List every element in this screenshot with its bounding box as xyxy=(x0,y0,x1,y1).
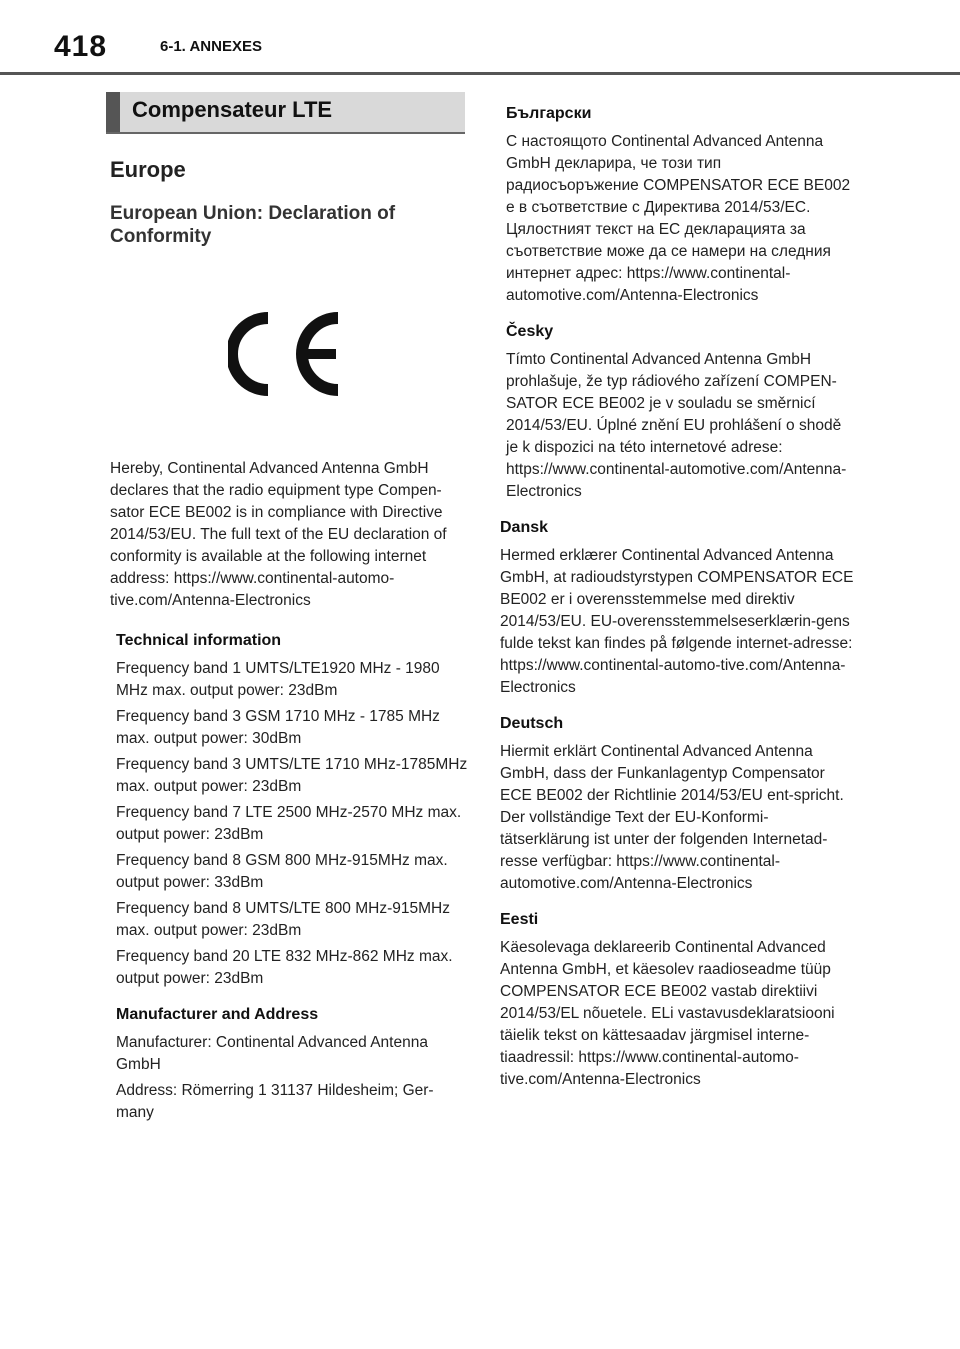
manufacturer-heading: Manufacturer and Address xyxy=(116,1006,319,1023)
header-divider xyxy=(0,72,960,75)
technical-info-heading: Technical information xyxy=(116,632,282,649)
section-banner-accent xyxy=(106,92,120,132)
frequency-band-item: Frequency band 8 UMTS/LTE 800 MHz-915MHz max. output power: 23dBm xyxy=(116,900,450,939)
declaration-text: Hereby, Continental Advanced Antenna GmbH declares that the radio equipment type Compen-sator ECE BE002 is in compliance with Directive 2014/53/EU. The full text of the EU declaration of conformity is available at the following internet address: https://www.continental-automo-tive.com/Antenna-Electronics xyxy=(110,460,447,609)
frequency-band-item: Frequency band 20 LTE 832 MHz-862 MHz max. output power: 23dBm xyxy=(116,948,453,987)
frequency-band-item: Frequency band 3 GSM 1710 MHz - 1785 MHz max. output power: 30dBm xyxy=(116,708,440,747)
language-block-danish xyxy=(500,517,856,699)
page-number: 418 xyxy=(54,30,108,63)
language-text: Hermed erklærer Continental Advanced Antenna GmbH, at radioudstyrstypen COMPENSATOR ECE BE002 er i overensstemmelse med direktiv 2014/53/EU. EU-overensstemmelseserklærin-gens fulde tekst kan findes på følgende internet-adresse: https://www.continental-automo-tive.com/Antenna-Electronics xyxy=(500,547,854,696)
language-text: Käesolevaga deklareerib Continental Advanced Antenna GmbH, et käesolev raadioseadme tüüp COMPENSATOR ECE BE002 vastab direktiivi 2014/53/EL nõuetele. ELi vastavusdeklaratsiooni täielik tekst on kättesaadav järgmisel interne-tiaadressil: https://www.continental-automo-tive.com/Antenna-Electronics xyxy=(500,939,835,1088)
declaration-heading: European Union: Declaration of Conformity xyxy=(110,203,396,247)
language-text: Hiermit erklärt Continental Advanced Antenna GmbH, dass der Funkanlagentyp Compensator ECE BE002 der Richtlinie 2014/53/EU ent-spricht. Der vollständige Text der EU-Konformi-tätserklärung ist unter der folgenden Internetad-resse verfügbar: https://www.continental-automotive.com/Antenna-Electronics xyxy=(500,743,844,892)
region-heading: Europe xyxy=(110,157,186,182)
language-heading: Български xyxy=(506,105,592,122)
section-title: Compensateur LTE xyxy=(132,97,333,122)
language-heading: Dansk xyxy=(500,519,549,536)
language-heading: Deutsch xyxy=(500,715,564,732)
frequency-band-item: Frequency band 7 LTE 2500 MHz-2570 MHz max. output power: 23dBm xyxy=(116,804,462,843)
left-column xyxy=(110,458,470,1138)
ce-mark-logo xyxy=(228,312,348,396)
manufacturer-address: Address: Römerring 1 31137 Hildesheim; Ger-many xyxy=(116,1082,434,1121)
language-text: С настоящото Continental Advanced Antenna GmbH декларира, че този тип радиосъоръжение COMPENSATOR ECE BE002 е в съответствие с Директива 2014/53/ЕС. Цялостният текст на ЕС декларацията за съответствие може да се намери на следния интернет адрес: https://www.continental-automotive.com/Antenna-Electronics xyxy=(506,133,851,304)
section-banner xyxy=(106,92,465,134)
manufacturer-name: Manufacturer: Continental Advanced Antenna GmbH xyxy=(116,1034,428,1073)
chapter-title: 6-1. ANNEXES xyxy=(160,38,262,55)
language-heading: Eesti xyxy=(500,911,539,928)
frequency-band-item: Frequency band 1 UMTS/LTE1920 MHz - 1980 MHz max. output power: 23dBm xyxy=(116,660,440,699)
language-block-czech xyxy=(500,321,856,503)
language-heading: Česky xyxy=(506,323,554,340)
technical-info-section xyxy=(110,630,470,990)
language-block-estonian xyxy=(500,909,856,1091)
language-block-german xyxy=(500,713,856,895)
right-column xyxy=(500,103,856,1105)
frequency-band-item: Frequency band 3 UMTS/LTE 1710 MHz-1785MHz max. output power: 23dBm xyxy=(116,756,468,795)
frequency-band-item: Frequency band 8 GSM 800 MHz-915MHz max. output power: 33dBm xyxy=(116,852,448,891)
language-block-bulgarian xyxy=(500,103,856,307)
manufacturer-section xyxy=(110,1004,470,1124)
language-text: Tímto Continental Advanced Antenna GmbH prohlašuje, že typ rádiového zařízení COMPEN-SATOR ECE BE002 je v souladu se směrnicí 2014/53/EU. Úplné znění EU prohlášení o shodě je k dispozici na této internetové adrese: https://www.continental-automotive.com/Antenna-Electronics xyxy=(506,351,847,500)
